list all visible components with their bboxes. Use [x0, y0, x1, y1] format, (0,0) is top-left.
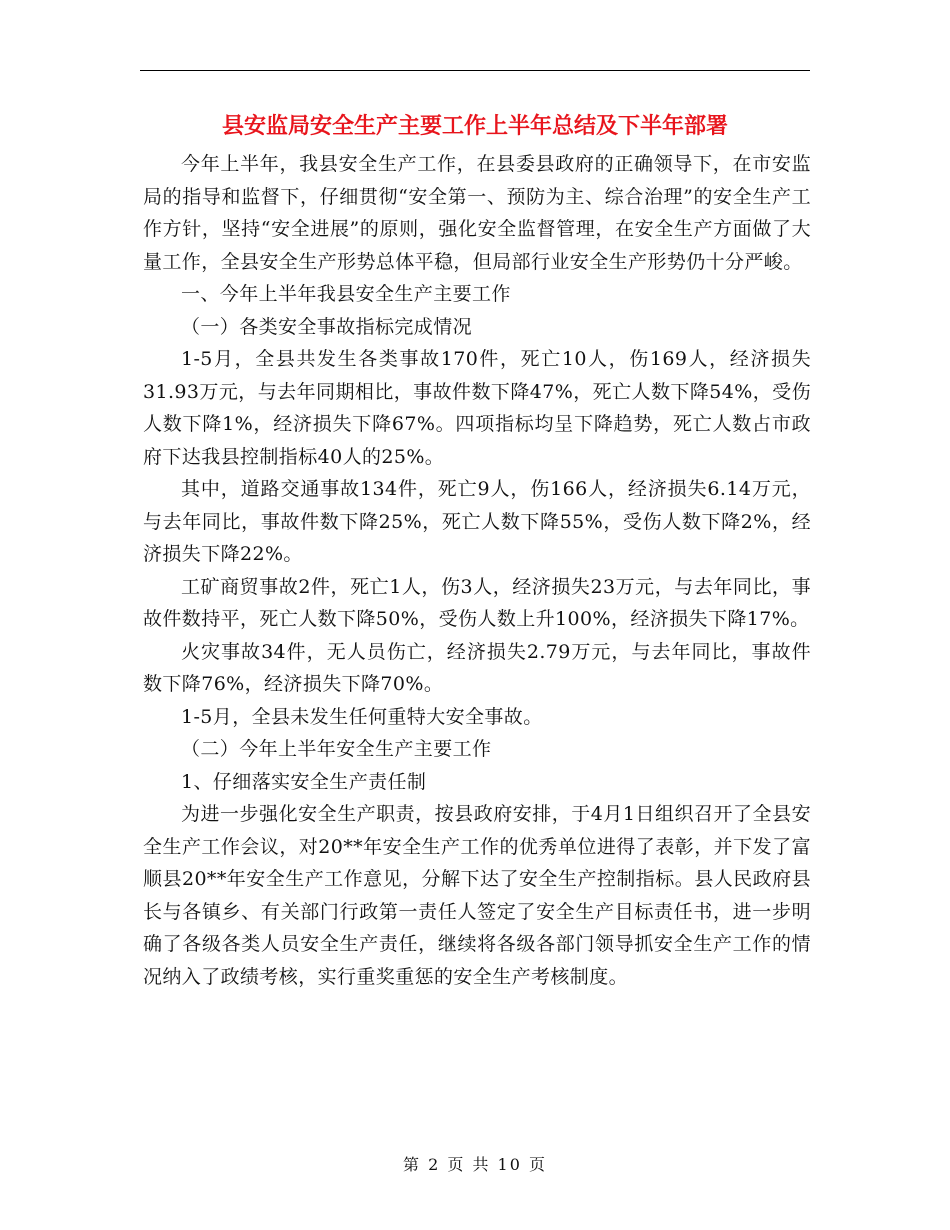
- paragraph-road-traffic: 其中，道路交通事故134件，死亡9人，伤166人，经济损失6.14万元，与去年同比，事故件数下降25%，死亡人数下降55%，受伤人数下降2%，经济损失下降22%。: [143, 478, 811, 565]
- document-body: [143, 148, 811, 993]
- heading-subsection-1: （一）各类安全事故指标完成情况: [181, 315, 473, 338]
- paragraph-no-major-accidents: 1-5月，全县未发生任何重特大安全事故。: [181, 705, 543, 728]
- heading-item-1: 1、仔细落实安全生产责任制: [181, 770, 427, 793]
- paragraph-responsibility: 为进一步强化安全生产职责，按县政府安排，于4月1日组织召开了全县安全生产工作会议，对20**年安全生产工作的优秀单位进得了表彰，并下发了富顺县20**年安全生产工作意见，分解下达了安全生产控制指标。县人民政府县长与各镇乡、有关部门行政第一责任人签定了安全生产目标责任书，进一步明确了各级各类人员安全生产责任，继续将各级各部门领导抓安全生产工作的情况纳入了政绩考核，实行重奖重惩的安全生产考核制度。: [143, 803, 811, 988]
- paragraph-accident-totals: 1-5月，全县共发生各类事故170件，死亡10人，伤169人，经济损失31.93万元，与去年同期相比，事故件数下降47%，死亡人数下降54%，受伤人数下降1%，经济损失下降67%。四项指标均呈下降趋势，死亡人数占市政府下达我县控制指标40人的25%。: [143, 348, 811, 468]
- header-rule: [140, 70, 810, 71]
- document-title: 县安监局安全生产主要工作上半年总结及下半年部署: [221, 113, 728, 139]
- paragraph-intro: 今年上半年，我县安全生产工作，在县委县政府的正确领导下，在市安监局的指导和监督下，仔细贯彻“安全第一、预防为主、综合治理”的安全生产工作方针，坚持“安全进展”的原则，强化安全监督管理，在安全生产方面做了大量工作，全县安全生产形势总体平稳，但局部行业安全生产形势仍十分严峻。: [143, 153, 811, 273]
- heading-subsection-2: （二）今年上半年安全生产主要工作: [181, 738, 492, 760]
- paragraph-industrial: 工矿商贸事故2件，死亡1人，伤3人，经济损失23万元，与去年同比，事故件数持平，死亡人数下降50%，受伤人数上升100%，经济损失下降17%。: [143, 575, 811, 630]
- paragraph-fire: 火灾事故34件，无人员伤亡，经济损失2.79万元，与去年同比，事故件数下降76%，经济损失下降70%。: [143, 640, 811, 695]
- heading-section-1: 一、今年上半年我县安全生产主要工作: [181, 283, 511, 305]
- page-number-footer: 第 2 页 共 10 页: [403, 1155, 547, 1174]
